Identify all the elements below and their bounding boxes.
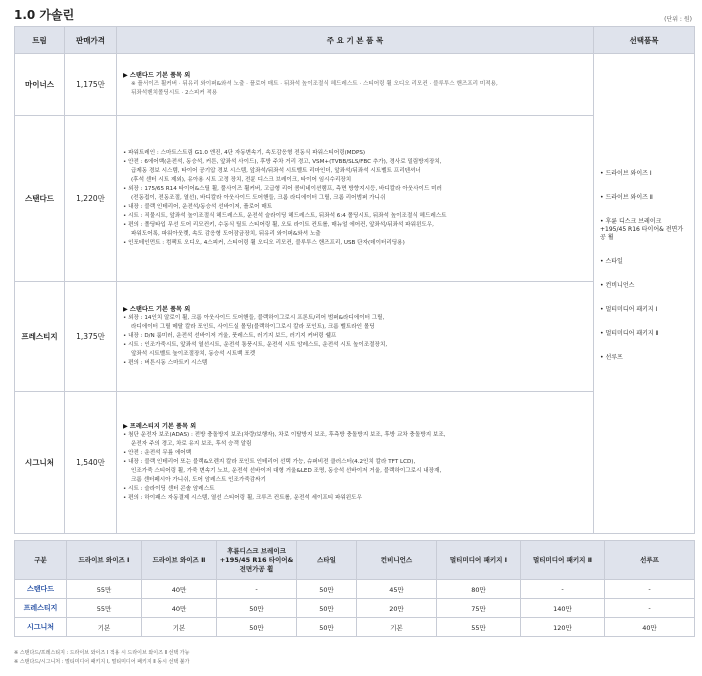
trim-price: 1,220만 [65,116,117,282]
option-price: 55만 [67,580,142,599]
item-line: • 안전 : 6에어백(운전석, 동승석, 커튼, 앞좌석 사이드), 후방 주차 거리 경고, VSM+(TVBB/SLS/FBC 추가), 경사로 밀림방지장치, [123,159,442,165]
trim-name: 스탠다드 [15,116,65,282]
option-header: 드라이브 와이즈 Ⅱ [142,541,217,580]
basic-items [117,282,594,392]
option-item: • 컨비니언스 [600,282,635,289]
option-item: • 선루프 [600,354,623,361]
option-item: • 스타일 [600,258,623,265]
item-line: • 파워트레인 : 스마트스트림 G1.0 엔진, 4단 자동변속기, 속도감응형 전동식 파워스티어링(MDPS) [123,150,366,156]
options-list [594,54,695,534]
item-line: • 외장 : 175/65 R14 타이어&스틸 휠, 풀사이즈 휠커버, 고급형 리어 콤비네이션램프, 측면 방향지시등, 바디칼라 아웃사이드 미러 [123,186,442,192]
item-line: • 내장 : D/N 룸미러, 운전석 선바이저 거울, 풋레스트, 러기지 보드, 러기지 커버링 쉘프 [123,333,337,339]
option-header: 드라이브 와이즈 Ⅰ [67,541,142,580]
page-title: 1.0 가솔린 [14,8,75,22]
option-price: 50만 [297,599,357,618]
trim-row [15,392,695,534]
option-price: 기본 [357,618,437,637]
trim-table [14,26,695,534]
item-line: • 시트 : 인조가죽시트, 앞좌석 열선시트, 운전석 통풍시트, 운전석 시트 암레스트, 운전석 시트 높이조절장치, [123,342,388,348]
footnotes [14,649,189,667]
option-item: • 후륜 디스크 브레이크 +195/45 R16 타이어& 전면가공 휠 [600,218,684,241]
item-line: • 편의 : 버튼시동 스마트키 시스템 [123,360,208,366]
item-line: ▶ 프레스티지 기본 품목 외 [123,423,197,430]
trim-row [15,282,695,392]
option-item: • 멀티미디어 패키지 Ⅰ [600,306,658,313]
option-price: 140만 [521,599,605,618]
item-line: (후석 센터 시트 제외), 유아용 시트 고정 장치, 전륜 디스크 브레이크, 타이어 임시수리장치 [131,177,352,183]
option-price: 50만 [297,618,357,637]
option-price: 50만 [297,580,357,599]
item-line: • 시트 : 슬라이딩 센터 콘솔 암레스트 [123,486,215,492]
item-line: ※ 플서이즈 휠커버 · 뒤유리 와이퍼&와셔 노출 · 플로어 매트 · 뒤좌석 높이조절식 헤드레스트 · 스티어링 휠 오디오 리모컨 · 블루투스 핸즈프리 미적용, [131,81,498,87]
trim-row [15,54,695,116]
item-line: (전동접이, 전동조절, 열선), 바디칼라 아웃사이드 도어핸들, 크롬 라디에이터 그릴, 크롬 리어범퍼 가니쉬 [131,195,386,201]
option-header: 멀티미디어 패키지 Ⅰ [437,541,521,580]
option-header: 스타일 [297,541,357,580]
item-line: 크롬 센터페시아 가니쉬, 도어 암레스트 인조가죽감싸기 [131,477,266,483]
item-line: • 안전 : 운전석 무릎 에어백 [123,450,192,456]
option-item: • 드라이브 와이즈 Ⅰ [600,170,652,177]
item-line: • 인포테인먼트 : 컴팩트 오디오, 4스피커, 스티어링 휠 오디오 리모컨, 블루투스 핸즈프리, USB 단자(데이터리딩용) [123,240,405,246]
item-line: 운전자 주의 경고, 차로 유지 보조, 후석 승객 알림 [131,441,252,447]
item-line: • 첨단 운전자 보조(ADAS) : 전방 충돌방지 보조(차량/보행자), 차로 이탈방지 보조, 후측방 충돌방지 보조, 후방 교차 충돌방지 보조, [123,432,446,438]
option-price: 55만 [67,599,142,618]
trim-price: 1,540만 [65,392,117,534]
option-price: - [217,580,297,599]
footnote: ※ 스탠다드/프레스티지 : 드라이브 와이즈 Ⅰ 적용 시 드라이브 와이즈 Ⅱ 선택 가능 [14,650,190,656]
item-line: • 편의 : 폴딩타입 무선 도어 리모컨키, 수동식 틸트 스티어링 휠, 오토 라이트 컨트롤, 매뉴얼 에어컨, 앞좌석/뒤좌석 파워윈도우, [123,222,434,228]
item-line: 인조가죽 스티어링 휠, 가죽 변속기 노브, 운전석 선바이저 대형 거울&LED 조명, 동승석 선바이저 거울, 블랙하이그로시 내장재, [131,468,442,474]
header-trim: 트림 [15,27,65,54]
item-line: • 시트 : 직물시트, 앞좌석 높이조절식 헤드레스트, 운전석 슬라이딩 헤드레스트, 뒤좌석 6:4 폴딩시트, 뒤좌석 높이조절식 헤드레스트 [123,213,447,219]
basic-items [117,116,594,282]
option-header: 멀티미디어 패키지 Ⅱ [521,541,605,580]
option-header: 후륜디스크 브레이크+195/45 R16 타이어&전면가공 휠 [217,541,297,580]
item-line: 라디에이터 그릴 메탈 칼라 포인트, 사이드실 몰딩(블랙하이그로시 칼라 포인트), 크롬 벨트라인 몰딩 [131,324,375,330]
option-price: - [605,599,695,618]
option-price: - [605,580,695,599]
option-price: 20만 [357,599,437,618]
item-line: • 외장 : 14인치 알로이 휠, 크롬 아웃사이드 도어핸들, 블랙하이그로시 프론트/리어 범퍼&라디에이터 그릴, [123,315,385,321]
trim-row [15,116,695,282]
header-items: 주 요 기 본 품 목 [117,27,594,54]
option-price: 50만 [217,599,297,618]
option-price: 80만 [437,580,521,599]
basic-items [117,54,594,116]
header-price: 판매가격 [65,27,117,54]
item-line: • 내장 : 블랙 인테리어 또는 블랙&오렌지 칼라 포인트 인테리어 선택 가능, 슈퍼비전 클러스터(4.2인치 칼라 TFT LCD), [123,459,416,465]
item-line: • 내장 : 블랙 인테리어, 운전석/동승석 선바이저, 플로어 매트 [123,204,273,210]
item-line: 뒤좌석벤치폴딩시트 · 2스피커 적용 [131,90,218,96]
header-options: 선택품목 [594,27,695,54]
option-row [15,599,695,618]
unit-label: (단위 : 원) [664,16,692,23]
option-price: 45만 [357,580,437,599]
row-trim: 시그니처 [15,618,67,637]
option-price: 기본 [67,618,142,637]
item-line: ▶ 스탠다드 기본 품목 외 [123,72,191,79]
option-item: • 멀티미디어 패키지 Ⅱ [600,330,659,337]
row-trim: 스탠다드 [15,580,67,599]
option-price: - [521,580,605,599]
item-line: ▶ 스탠다드 기본 품목 외 [123,306,191,313]
footnote: ※ 스탠다드/시그니처 : 멀티미디어 패키지 Ⅰ, 멀티미디어 패키지 Ⅱ 동시 선택 불가 [14,659,190,665]
option-price: 75만 [437,599,521,618]
trim-name: 프레스티지 [15,282,65,392]
basic-items [117,392,594,534]
option-price: 40만 [142,580,217,599]
option-header: 컨비니언스 [357,541,437,580]
option-item: • 드라이브 와이즈 Ⅱ [600,194,653,201]
option-price: 55만 [437,618,521,637]
option-row [15,618,695,637]
option-header: 선루프 [605,541,695,580]
option-header: 구분 [15,541,67,580]
option-price: 40만 [142,599,217,618]
trim-name: 마이너스 [15,54,65,116]
row-trim: 프레스티지 [15,599,67,618]
item-line: • 편의 : 하이패스 자동결제 시스템, 열선 스티어링 휠, 크루즈 컨트롤, 운전석 세이프티 파워윈도우 [123,495,362,501]
option-price-table [14,540,695,637]
item-line: 앞좌석 시트벨트 높이조절장치, 동승석 시트백 포켓 [131,351,256,357]
trim-name: 시그니처 [15,392,65,534]
option-price: 50만 [217,618,297,637]
option-price: 120만 [521,618,605,637]
option-price: 기본 [142,618,217,637]
item-line: 파워도어록, 파워아웃렛, 속도 감응형 도어잠금장치, 뒤유리 와이퍼&와셔 노출 [131,231,321,237]
item-line: 급제동 경보 시스템, 타이어 공기압 경보 시스템, 앞좌석/뒤좌석 시트벨트 리마인더, 앞좌석/뒤좌석 시트벨트 프리텐셔너 [131,168,421,174]
trim-price: 1,175만 [65,54,117,116]
option-price: 40만 [605,618,695,637]
trim-price: 1,375만 [65,282,117,392]
option-row [15,580,695,599]
